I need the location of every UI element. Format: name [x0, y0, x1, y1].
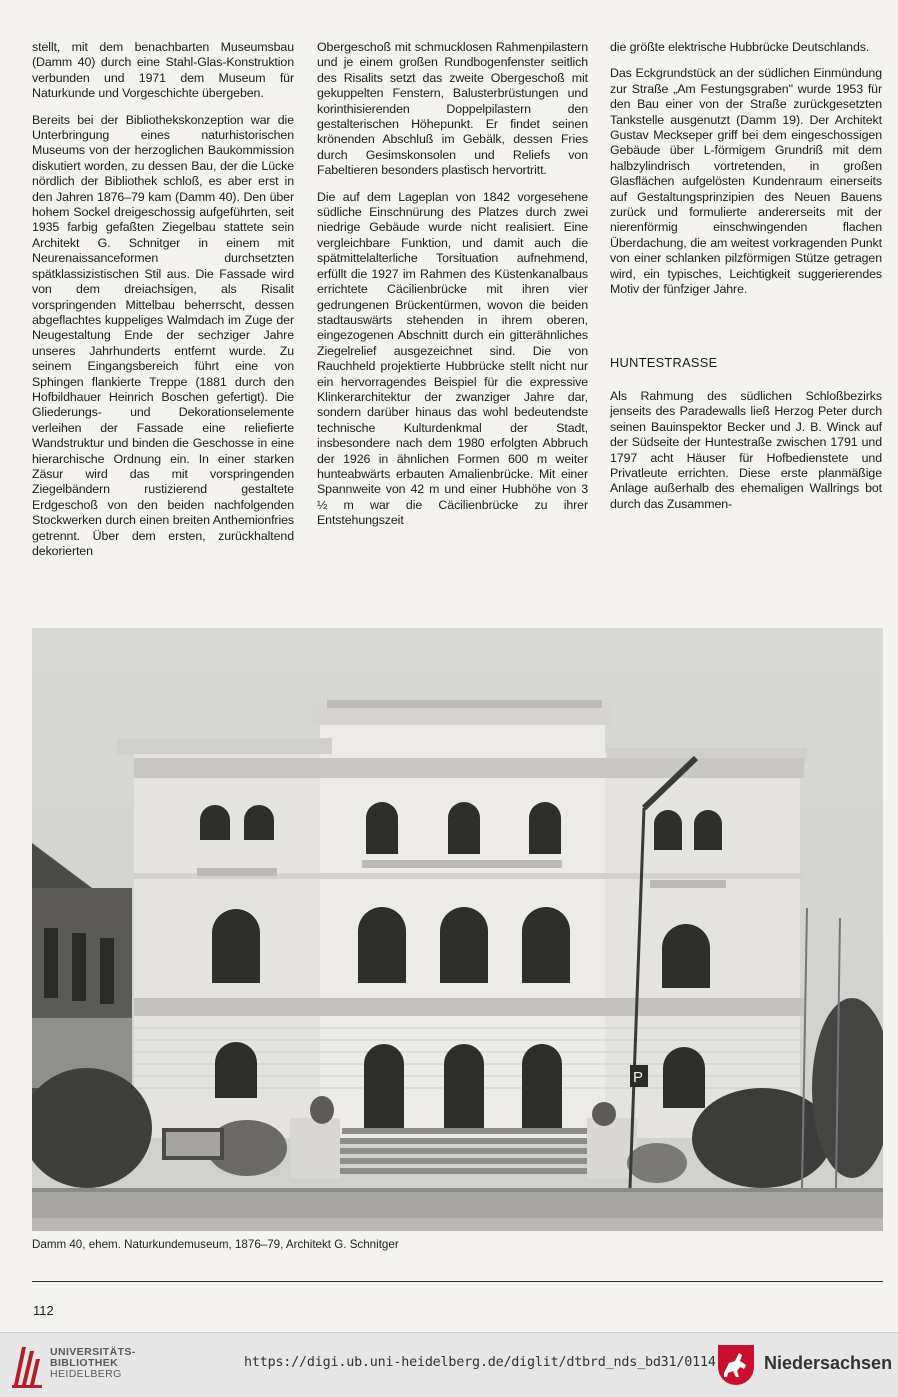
- state-name: Niedersachsen: [764, 1353, 893, 1373]
- museum-photograph: [32, 628, 883, 1231]
- text-column-2: [317, 40, 588, 540]
- text-column-1: [32, 40, 294, 570]
- library-name-line: HEIDELBERG: [50, 1368, 122, 1380]
- divider: [32, 1281, 883, 1282]
- photo-caption: Damm 40, ehem. Naturkundemuseum, 1876–79, Architekt G. Schnitger: [32, 1238, 399, 1251]
- niedersachsen-horse-icon[interactable]: [716, 1343, 756, 1387]
- library-name-line: UNIVERSITÄTS-: [50, 1346, 136, 1358]
- university-library-logo-icon[interactable]: [10, 1341, 44, 1389]
- paragraph: stellt, mit dem benachbarten Museumsbau (Damm 40) durch eine Stahl-Glas-Konstruktion verbunden und 1971 dem Museum für Naturkunde und Vorgeschichte übergeben.: [32, 40, 294, 101]
- text-column-3: [610, 40, 882, 523]
- viewer-footer: [0, 1332, 898, 1397]
- section-heading: HUNTESTRASSE: [610, 354, 718, 370]
- paragraph: Das Eckgrundstück an der südlichen Einmündung zur Straße „Am Festungsgraben" wurde 1953 für den Bau einer von der Straße zurückgesetzten Tankstelle ausgenutzt (Damm 19). Der Architekt Gustav Meckseper griff bei dem eingeschossigen Gebäude über L-förmigem Grundriß mit dem halbzylindrisch vortretenden, in großen Glasflächen aufgelösten Kundenraum einerseits auf Gestaltungsprinzipien des Neuen Bauens zurück und formulierte andererseits mit der nierenförmig einschwingenden flachen Überdachung, die am weitest vorkragenden Punkt von einer schlanken pilzförmigen Stütze getragen wird, ein typisches, Leichtigkeit suggerierendes Motiv der fünfziger Jahre.: [610, 66, 882, 297]
- paragraph: Bereits bei der Bibliothekskonzeption war die Unterbringung eines naturhistorischen Museums von der herzoglichen Baukommission diskutiert worden, zu dessen Bau, der die Lücke nördlich der Bibliothek schloß, es aber erst in den Jahren 1876–79 kam (Damm 40). Den über hohem Sockel dreigeschossig aufgeführten, seit 1935 farbig gefaßten Ziegelbau stattete sein Architekt G. Schnitger in einem mit Neurenaissanceformen durchsetzten spätklassizistischen Stil aus. Die Fassade wird von dem dreiachsigen, als Risalit vorspringenden Mittelbau beherrscht, dessen abgeflachtes kuppeliges Walmdach im Zuge der Neugestaltung Ende der sechziger Jahre unseres Jahrhunderts entfernt wurde. Zu seinem Eingangsbereich führt eine von Sphingen flankierte Treppe (1881 durch den Hofbildhauer Heinrich Boschen gefertigt). Die Gliederungs- und Dekorationselemente verleihen der Fassade eine reliefierte Wandstruktur und binden die Geschosse in eine hierarchische Ordnung ein. In einer starken Zäsur wird das mit vorspringenden Ziegelbändern rustizierend gestaltete Erdgeschoß von den beiden nachfolgenden Stockwerken durch einen breiten Anthemionfries getrennt. Über dem ersten, zurückhaltend dekorierten: [32, 112, 294, 558]
- page-number: 112: [33, 1303, 54, 1318]
- paragraph: die größte elektrische Hubbrücke Deutschlands.: [610, 40, 870, 54]
- paragraph: Als Rahmung des südlichen Schloßbezirks jenseits des Paradewalls ließ Herzog Peter durch seinen Bauinspektor Becker und J. B. Winck auf der Südseite der Huntestraße zwischen 1791 und 1797 acht Häuser für Hofbedienstete und Privatleute errichten. Diese erste planmäßige Anlage außerhalb des ehemaligen Wallrings bot durch das Zusammen-: [610, 388, 882, 511]
- parking-sign-letter: P: [633, 1069, 644, 1086]
- paragraph: Obergeschoß mit schmucklosen Rahmenpilastern und je einem großen Rundbogenfenster seitlich des Risalits setzt das zweite Obergeschoß mit gekuppelten Fenstern, Balusterbrüstungen und korinthisierenden Doppelpilastern den gestalterischen Höhepunkt. Er findet seinen krönenden Abschluß im Gebälk, dessen Fries durch Gesimskonsolen und Reliefs von Fabeltieren besonders plastisch hervortritt.: [317, 40, 588, 178]
- library-name-line: BIBLIOTHEK: [50, 1357, 119, 1369]
- permalink-url[interactable]: https://digi.ub.uni-heidelberg.de/diglit/dtbrd_nds_bd31/0114: [244, 1355, 716, 1370]
- building-illustration: [32, 628, 883, 1231]
- library-name: [50, 1347, 136, 1380]
- paragraph: Die auf dem Lageplan von 1842 vorgesehene südliche Einschnürung des Platzes durch zwei niedrige Gebäude wurde nicht realisiert. Eine vergleichbare Funktion, und damit auch die spätmittelalterliche Torsituation aufnehmend, erfüllt die 1927 im Rahmen des Küstenkanalbaus errichtete Cäcilienbrücke mit ihren vier gedrungenen Brückentürmen, wovon die beiden stadtauswärts stehenden in ihrem oberen, eingezogenen Abschnitt durch ein gitterähnliches Ziegelrelief ausgezeichnet sind. Die von Rauchheld projektierte Hubbrücke stellt nicht nur ein hervorragendes Beispiel für die expressive Klinkerarchitektur der zwanziger Jahre dar, sondern darüber hinaus das wohl bedeutendste technische Kulturdenkmal der Stadt, insbesondere nach dem 1980 erfolgten Abbruch der 1926 in ähnlichen Formen 600 m weiter hunteabwärts erbauten Amalienbrücke. Mit einer Spannweite von 42 m und einer Hubhöhe von 3 ½ m war die Cäcilienbrücke zu ihrer Entstehungszeit: [317, 189, 588, 528]
